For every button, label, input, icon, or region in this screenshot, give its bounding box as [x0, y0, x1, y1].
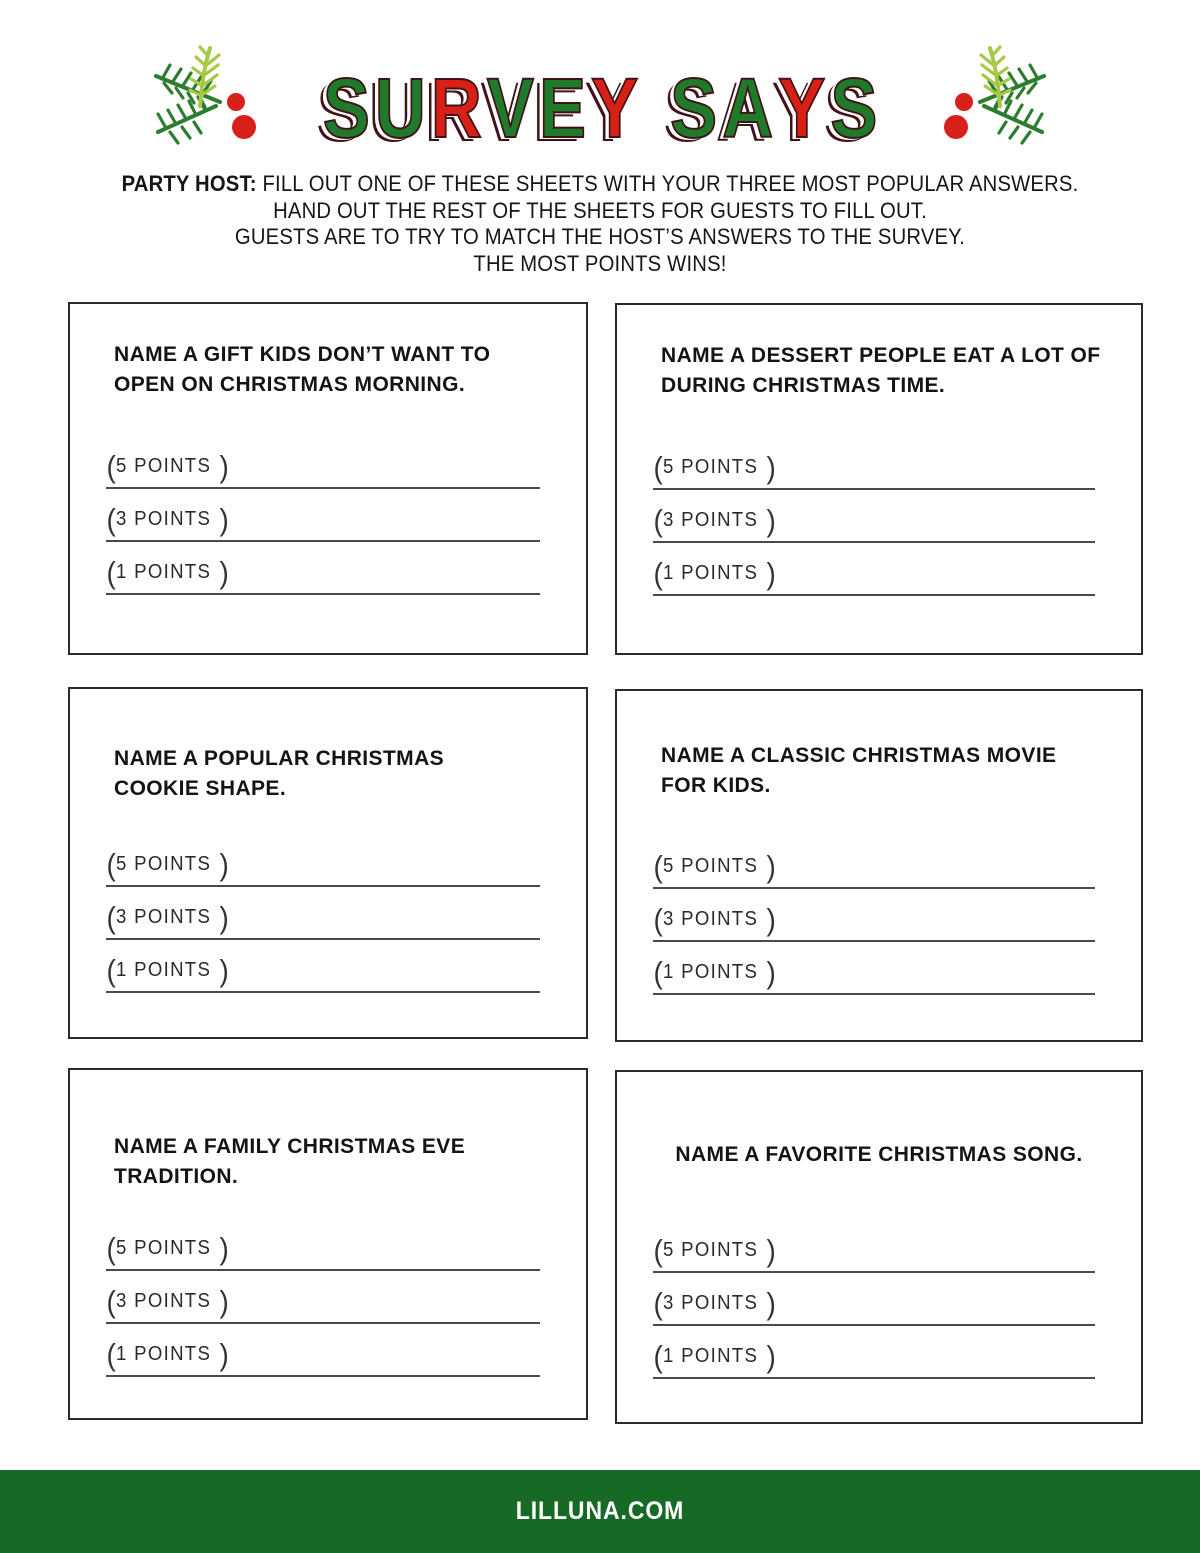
question-text: NAME A POPULAR CHRISTMAS COOKIE SHAPE. [114, 747, 445, 800]
answer-row [106, 1218, 540, 1271]
points-label: (5 POINTS ) [653, 849, 776, 884]
answer-line[interactable] [653, 993, 1095, 995]
paren-open: ( [653, 902, 663, 937]
paren-open: ( [653, 556, 663, 591]
answer-row [653, 490, 1095, 543]
question-card-6 [615, 1070, 1143, 1424]
answer-row [106, 1271, 540, 1324]
answer-line[interactable] [653, 488, 1095, 490]
title-letter: Y [591, 61, 639, 155]
answer-line[interactable] [106, 1269, 540, 1271]
paren-open: ( [653, 849, 663, 884]
paren-close: ) [766, 902, 776, 937]
points-label: (1 POINTS ) [653, 955, 776, 990]
paren-open: ( [106, 449, 116, 484]
answer-row [653, 1220, 1095, 1273]
paren-open: ( [653, 1233, 663, 1268]
answer-line[interactable] [653, 541, 1095, 543]
points-label: (3 POINTS ) [106, 900, 229, 935]
points-label: (5 POINTS ) [653, 450, 776, 485]
answers [106, 1218, 540, 1377]
paren-close: ) [219, 555, 229, 590]
paren-close: ) [766, 450, 776, 485]
title-letter: S [670, 61, 718, 155]
answer-line[interactable] [106, 593, 540, 595]
answer-row [653, 437, 1095, 490]
paren-open: ( [653, 1286, 663, 1321]
points-label: (5 POINTS ) [106, 847, 229, 882]
answers [106, 436, 540, 595]
paren-close: ) [766, 503, 776, 538]
question-text: NAME A CLASSIC CHRISTMAS MOVIE FOR KIDS. [661, 744, 1057, 797]
question-text: NAME A DESSERT PEOPLE EAT A LOT OF DURING CHRISTMAS TIME. [661, 344, 1101, 397]
paren-close: ) [766, 1339, 776, 1374]
title-letter: Y [778, 61, 826, 155]
holly-sprig-left-icon [148, 40, 263, 162]
points-label: (3 POINTS ) [653, 1286, 776, 1321]
answer-line[interactable] [106, 1375, 540, 1377]
answer-line[interactable] [653, 887, 1095, 889]
instructions [48, 171, 1152, 277]
answer-line[interactable] [653, 1324, 1095, 1326]
instructions-line: HAND OUT THE REST OF THE SHEETS FOR GUESTS TO FILL OUT. [273, 197, 927, 223]
instructions-line [48, 171, 1152, 198]
paren-close: ) [219, 900, 229, 935]
site-url: LILLUNA.COM [515, 1497, 685, 1525]
paren-open: ( [653, 1339, 663, 1374]
answer-line[interactable] [106, 938, 540, 940]
answer-line[interactable] [653, 594, 1095, 596]
paren-open: ( [653, 503, 663, 538]
paren-close: ) [219, 502, 229, 537]
answers [653, 836, 1095, 995]
answer-row [653, 889, 1095, 942]
answers [653, 1220, 1095, 1379]
question-card-3 [68, 687, 588, 1039]
page-title [320, 61, 880, 155]
party-host-label: PARTY HOST: [121, 171, 257, 196]
paren-open: ( [106, 847, 116, 882]
points-label: (1 POINTS ) [106, 1337, 229, 1372]
holly-sprig-right-icon [937, 40, 1052, 162]
answer-row [106, 940, 540, 993]
paren-open: ( [106, 1231, 116, 1266]
answer-row [653, 543, 1095, 596]
paren-close: ) [766, 849, 776, 884]
title-letter: A [722, 61, 774, 155]
answers [653, 437, 1095, 596]
question-card-2 [615, 303, 1143, 655]
paren-open: ( [106, 1337, 116, 1372]
answer-line[interactable] [106, 540, 540, 542]
title-letter: R [430, 61, 482, 155]
answer-line[interactable] [653, 1377, 1095, 1379]
title-letter: V [486, 61, 534, 155]
answer-row [106, 887, 540, 940]
answer-line[interactable] [653, 1271, 1095, 1273]
paren-open: ( [653, 450, 663, 485]
answer-row [653, 1273, 1095, 1326]
points-label: (1 POINTS ) [653, 556, 776, 591]
points-label: (3 POINTS ) [653, 503, 776, 538]
title-letter: S [322, 61, 370, 155]
paren-open: ( [106, 555, 116, 590]
paren-close: ) [766, 955, 776, 990]
answer-row [106, 489, 540, 542]
answer-line[interactable] [106, 885, 540, 887]
header [0, 40, 1200, 162]
instructions-text: FILL OUT ONE OF THESE SHEETS WITH YOUR THREE MOST POPULAR ANSWERS. [262, 171, 1079, 196]
instructions-line: GUESTS ARE TO TRY TO MATCH THE HOST’S ANSWERS TO THE SURVEY. [234, 224, 966, 249]
title-letter: E [538, 61, 586, 155]
paren-close: ) [219, 953, 229, 988]
question-card-4 [615, 689, 1143, 1042]
points-label: (3 POINTS ) [653, 902, 776, 937]
paren-open: ( [653, 955, 663, 990]
title-letter: U [374, 61, 426, 155]
answer-row [653, 942, 1095, 995]
paren-open: ( [106, 900, 116, 935]
answer-row [106, 1324, 540, 1377]
question-text: NAME A FAMILY CHRISTMAS EVE TRADITION. [114, 1135, 466, 1188]
points-label: (1 POINTS ) [106, 953, 229, 988]
paren-close: ) [766, 1233, 776, 1268]
answer-row [106, 542, 540, 595]
points-label: (3 POINTS ) [106, 502, 229, 537]
points-label: (5 POINTS ) [653, 1233, 776, 1268]
paren-close: ) [766, 556, 776, 591]
answer-line[interactable] [106, 1322, 540, 1324]
points-label: (5 POINTS ) [106, 1231, 229, 1266]
question-text: NAME A FAVORITE CHRISTMAS SONG. [675, 1143, 1083, 1166]
question-card-5 [68, 1068, 588, 1420]
footer-bar [0, 1470, 1200, 1553]
question-text: NAME A GIFT KIDS DON’T WANT TO OPEN ON CHRISTMAS MORNING. [114, 343, 491, 396]
answer-row [106, 834, 540, 887]
answer-row [653, 1326, 1095, 1379]
paren-close: ) [219, 1337, 229, 1372]
paren-open: ( [106, 502, 116, 537]
title-letter: S [830, 61, 878, 155]
paren-open: ( [106, 953, 116, 988]
answer-row [106, 436, 540, 489]
paren-close: ) [219, 1284, 229, 1319]
answer-line[interactable] [653, 940, 1095, 942]
answer-row [653, 836, 1095, 889]
question-card-1 [68, 302, 588, 655]
answer-line[interactable] [106, 991, 540, 993]
paren-close: ) [766, 1286, 776, 1321]
points-label: (1 POINTS ) [653, 1339, 776, 1374]
paren-close: ) [219, 449, 229, 484]
paren-close: ) [219, 847, 229, 882]
answer-line[interactable] [106, 487, 540, 489]
paren-close: ) [219, 1231, 229, 1266]
answers [106, 834, 540, 993]
instructions-line: THE MOST POINTS WINS! [473, 250, 727, 276]
points-label: (5 POINTS ) [106, 449, 229, 484]
points-label: (1 POINTS ) [106, 555, 229, 590]
points-label: (3 POINTS ) [106, 1284, 229, 1319]
paren-open: ( [106, 1284, 116, 1319]
